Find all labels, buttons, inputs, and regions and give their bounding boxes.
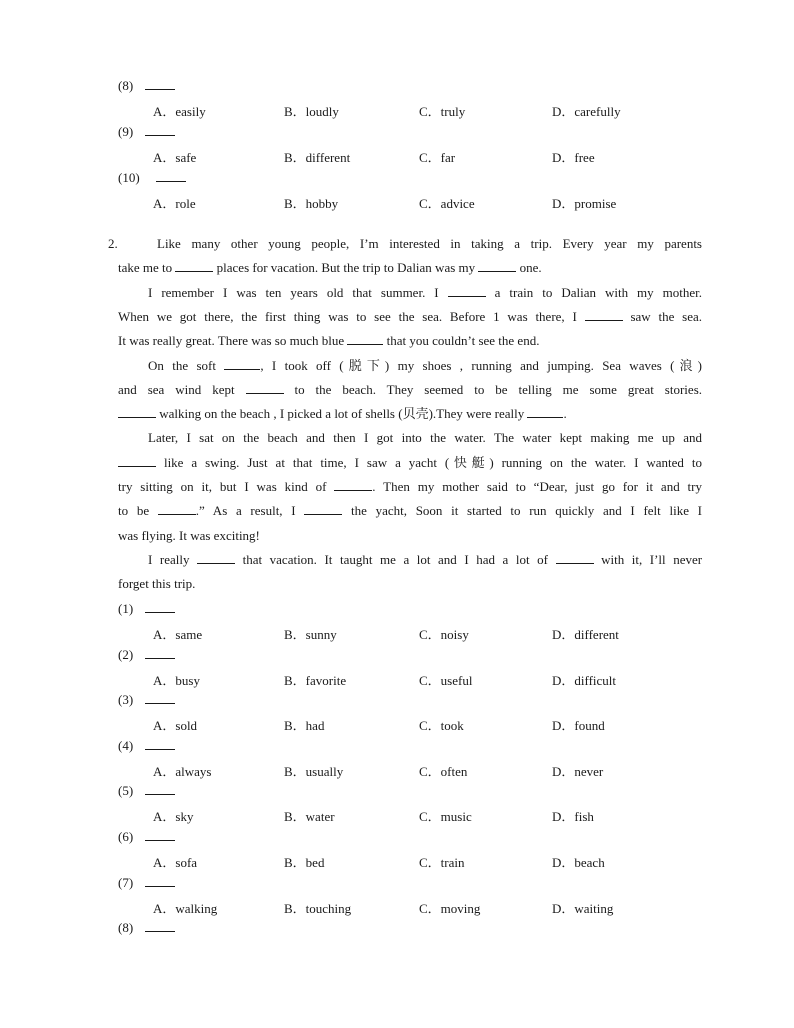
answer-blank[interactable] [145, 601, 175, 613]
passage-blank-4[interactable] [585, 308, 623, 321]
option-d[interactable]: D．beach [552, 855, 605, 870]
option-c[interactable]: C．far [419, 150, 456, 165]
option-d[interactable]: D．waiting [552, 901, 614, 916]
answer-blank[interactable] [145, 875, 175, 887]
passage-blank-6[interactable] [224, 357, 260, 370]
option-b[interactable]: B．loudly [284, 104, 339, 119]
passage-blank-12[interactable] [158, 502, 196, 515]
option-b[interactable]: B．hobby [284, 196, 339, 211]
passage-line: I really that vacation. It taught me a lot and I had a lot of with it, I’ll never [148, 552, 703, 567]
answer-blank[interactable] [156, 170, 186, 182]
passage-line: On the soft , I took off (脱下) my shoes , running and jumping. Sea waves (浪) [148, 358, 702, 373]
option-d[interactable]: D．difficult [552, 673, 617, 688]
option-c[interactable]: C．took [419, 718, 464, 733]
option-b[interactable]: B．water [284, 809, 335, 824]
passage-blank-10[interactable] [118, 454, 156, 467]
option-a[interactable]: A．sold [153, 718, 198, 733]
question-number: (8) [118, 78, 175, 94]
question-number: (1) [118, 601, 175, 617]
option-b[interactable]: B．different [284, 150, 351, 165]
option-d[interactable]: D．promise [552, 196, 617, 211]
option-a[interactable]: A．walking [153, 901, 218, 916]
option-c[interactable]: C．moving [419, 901, 481, 916]
passage-blank-11[interactable] [334, 478, 372, 491]
option-a[interactable]: A．easily [153, 104, 206, 119]
passage-line: was flying. It was exciting! [118, 528, 260, 543]
question-number: (4) [118, 738, 175, 754]
passage-line: forget this trip. [118, 576, 196, 591]
answer-blank[interactable] [145, 692, 175, 704]
passage-line: Later, I sat on the beach and then I got into the water. The water kept making me up and [148, 430, 702, 445]
answer-blank[interactable] [145, 78, 175, 90]
option-a[interactable]: A．safe [153, 150, 197, 165]
passage-blank-15[interactable] [556, 551, 594, 564]
passage-blank-3[interactable] [448, 284, 486, 297]
option-d[interactable]: D．free [552, 150, 595, 165]
option-b[interactable]: B．bed [284, 855, 325, 870]
option-a[interactable]: A．busy [153, 673, 200, 688]
option-d[interactable]: D．carefully [552, 104, 621, 119]
passage-line: It was really great. There was so much blue that you couldn’t see the end. [118, 333, 540, 348]
question-number: (3) [118, 692, 175, 708]
option-d[interactable]: D．different [552, 627, 619, 642]
answer-blank[interactable] [145, 920, 175, 932]
passage-line: I remember I was ten years old that summer. I a train to Dalian with my mother. [148, 285, 703, 300]
passage-line: like a swing. Just at that time, I saw a yacht (快艇) running on the water. I wanted to [118, 451, 702, 475]
option-c[interactable]: C．advice [419, 196, 475, 211]
passage-line: to be .” As a result, I the yacht, Soon it started to run quickly and I felt like I [118, 503, 702, 518]
option-c[interactable]: C．train [419, 855, 465, 870]
question-number: (10) [118, 170, 186, 186]
passage-line: Like many other young people, I’m interested in taking a trip. Every year my parents [157, 236, 702, 251]
passage-line: When we got there, the first thing was to see the sea. Before 1 was there, I saw the sea. [118, 309, 702, 324]
question-number: (8) [118, 920, 175, 936]
option-c[interactable]: C．often [419, 764, 468, 779]
question-number: (9) [118, 124, 175, 140]
passage-blank-14[interactable] [197, 551, 235, 564]
option-d[interactable]: D．fish [552, 809, 594, 824]
option-a[interactable]: A．always [153, 764, 212, 779]
passage-line: take me to places for vacation. But the trip to Dalian was my one. [118, 260, 542, 275]
answer-blank[interactable] [145, 124, 175, 136]
option-c[interactable]: C．music [419, 809, 472, 824]
question-number: (5) [118, 783, 175, 799]
option-b[interactable]: B．favorite [284, 673, 347, 688]
question-number: (2) [118, 647, 175, 663]
option-c[interactable]: C．truly [419, 104, 466, 119]
option-d[interactable]: D．found [552, 718, 605, 733]
passage-blank-13[interactable] [304, 502, 342, 515]
option-b[interactable]: B．touching [284, 901, 352, 916]
question-number: (7) [118, 875, 175, 891]
passage-blank-9[interactable] [527, 405, 563, 418]
answer-blank[interactable] [145, 783, 175, 795]
answer-blank[interactable] [145, 647, 175, 659]
question-number: (6) [118, 829, 175, 845]
option-b[interactable]: B．usually [284, 764, 344, 779]
passage-line: walking on the beach , I picked a lot of shells (贝壳).They were really . [118, 402, 702, 426]
passage-number: 2. [108, 236, 118, 251]
passage-blank-8[interactable] [118, 405, 156, 418]
passage-blank-1[interactable] [175, 259, 213, 272]
option-a[interactable]: A．same [153, 627, 203, 642]
answer-blank[interactable] [145, 738, 175, 750]
answer-blank[interactable] [145, 829, 175, 841]
passage-blank-7[interactable] [246, 381, 284, 394]
option-a[interactable]: A．sofa [153, 855, 198, 870]
option-c[interactable]: C．noisy [419, 627, 469, 642]
option-b[interactable]: B．had [284, 718, 325, 733]
passage-line: try sitting on it, but I was kind of . Then my mother said to “Dear, just go for it and try [118, 479, 702, 494]
option-a[interactable]: A．sky [153, 809, 194, 824]
passage-blank-5[interactable] [347, 332, 383, 345]
passage-blank-2[interactable] [478, 259, 516, 272]
option-d[interactable]: D．never [552, 764, 604, 779]
option-c[interactable]: C．useful [419, 673, 473, 688]
option-a[interactable]: A．role [153, 196, 196, 211]
option-b[interactable]: B．sunny [284, 627, 337, 642]
passage-line: and sea wind kept to the beach. They seemed to be telling me some great stories. [118, 382, 703, 397]
